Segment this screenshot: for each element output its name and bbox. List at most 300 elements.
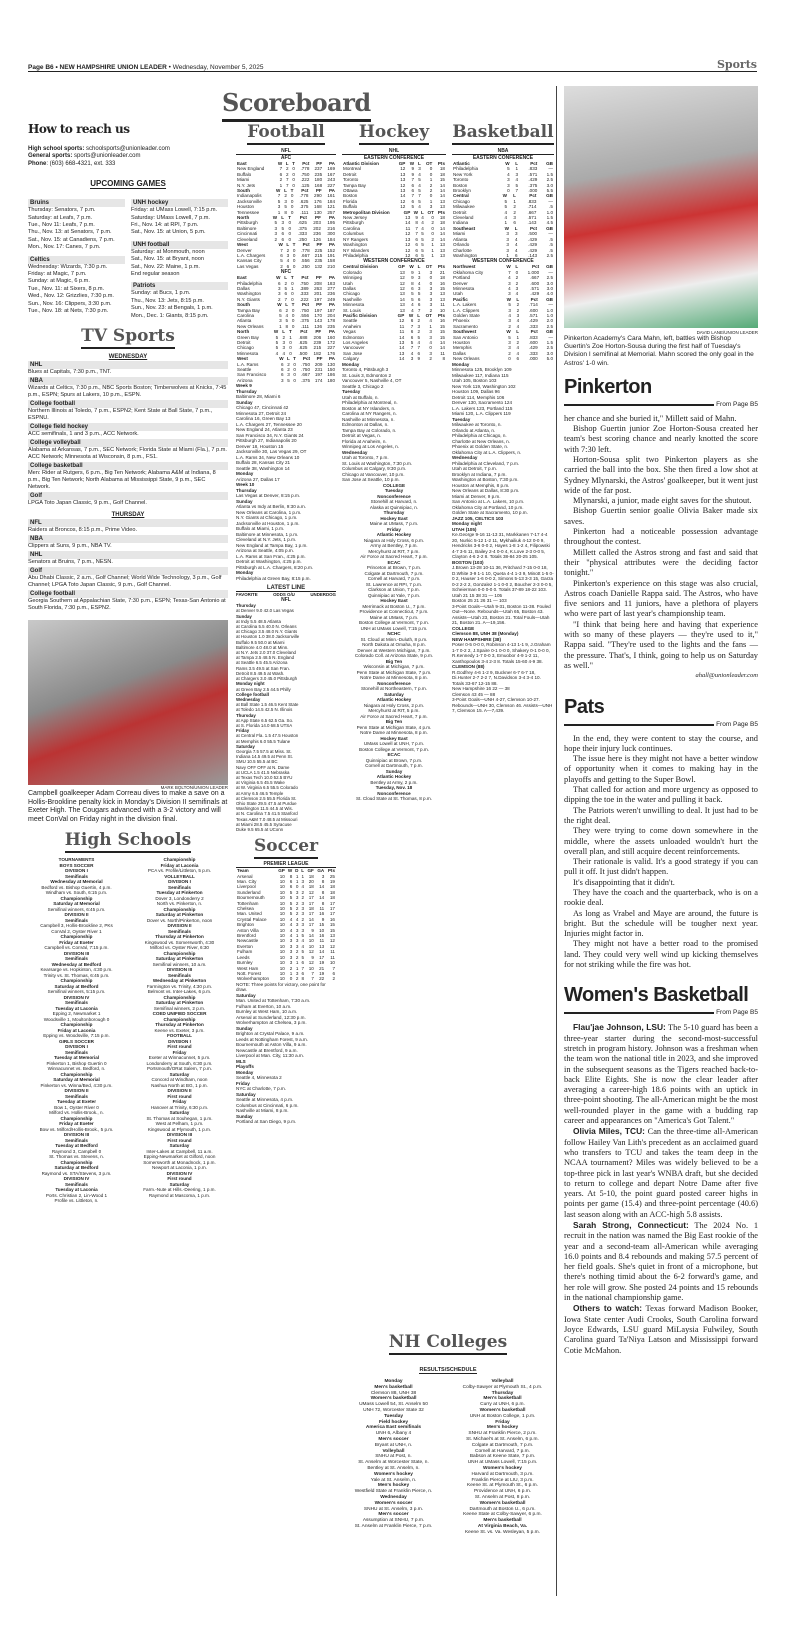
stat-cell: —	[548, 269, 553, 275]
stat-cell: 3	[429, 285, 433, 291]
stat-cell: 12	[399, 275, 405, 281]
stat-cell: .556	[300, 258, 310, 264]
stat-cell: 14	[399, 356, 405, 362]
stat-cell: 5	[289, 911, 293, 917]
line-line: Navy OFF OFF at N. Dame	[236, 764, 290, 770]
nhc-line: Clemson 88, UNH 38	[370, 1390, 417, 1396]
stat-cell: .429	[528, 318, 538, 324]
hs-heading: Friday at Laconia	[160, 862, 199, 868]
stat-cell: 290	[314, 193, 322, 199]
stat-cell: 14	[439, 188, 445, 194]
stat-cell: 1	[301, 873, 305, 879]
nhl-result-line: Detroit at Vegas, n.	[342, 433, 382, 439]
stat-cell: 132	[314, 263, 323, 269]
college-hockey-line: Air Force at Sacred Heart, 7 p.m.	[360, 554, 428, 560]
nfl-schedule-line: Cleveland at N.Y. Jets, 1 p.m.	[236, 537, 297, 543]
story-paragraph: The issue here is they might not have a better window of opportunity when it comes to making hay in the playoffs and getting to the Super Bowl.	[564, 754, 758, 784]
hs-line: Raymond vs. STA/Stevens, 3 p.m.	[41, 1170, 112, 1176]
nhl-result-line: Edmonton at Dallas, n.	[342, 422, 389, 428]
hs-line: Farm.-Nute at Hills.-Deering, 1 p.m.	[143, 1187, 216, 1193]
nfl-schedule-heading: Thursday	[236, 388, 257, 394]
stat-cell: 0	[431, 231, 434, 237]
story-paragraph: Horton-Sousa split two Pinkerton players as she carried the ball into the box. She then fired a low shot at Sydney Mlynarski, the Astros' goalkeeper, but it went just wide of the far post.	[564, 455, 758, 495]
hs-label: High school sports:	[28, 146, 85, 152]
stat-cell: 6	[280, 252, 283, 258]
standings-table	[342, 264, 446, 313]
nfl-schedule-line: Las Vegas at Denver, 8:15 p.m.	[236, 493, 301, 499]
column-header: GP	[278, 868, 285, 874]
column-header: PF	[315, 329, 322, 335]
stat-cell: 206	[313, 334, 322, 340]
nhl-results	[342, 362, 446, 483]
hs-heading: DIVISION II	[167, 1088, 192, 1094]
team-name: Montreal	[343, 166, 361, 172]
stat-cell: 10	[279, 884, 285, 890]
stat-cell: 17	[329, 900, 335, 906]
story-paragraph: They might not have a better road to the promised land. They could very well wind up kicking themselves for not striking while the fire was hot.	[564, 939, 758, 970]
stat-cell: 10	[279, 906, 285, 912]
stat-cell: 143	[314, 318, 323, 324]
stat-cell: 3	[301, 911, 305, 917]
hs-heading: Championship	[163, 950, 196, 956]
photo-credit: DAVID LANE/UNION LEADER	[696, 330, 758, 335]
stat-cell: 4	[285, 312, 289, 318]
nfl-schedule-heading: Thursday	[236, 487, 257, 493]
story-body	[564, 734, 758, 971]
hs-heading: Friday at Exeter	[59, 939, 94, 945]
column-header: D	[295, 868, 299, 874]
contact-title: How to reach us	[28, 122, 130, 136]
byline-email[interactable]: ahall@unionleader.com	[695, 672, 758, 680]
team-name: Minnesota	[453, 285, 475, 291]
stat-cell: .000	[528, 356, 538, 362]
hs-heading: Tuesday at Exeter	[57, 1099, 96, 1105]
column-header: T	[290, 188, 294, 194]
stat-cell: 197	[314, 307, 323, 313]
nba-result-line: New York 119, Washington 102	[452, 383, 516, 389]
box-score-heading: NEW HAMPSHIRE (38)	[452, 636, 502, 642]
column-header: Pct	[302, 242, 310, 248]
line-line: Georgia 7.5 57.5 at Miss. St.	[236, 748, 292, 754]
nhc-line: SNHU at St. Anselm, 3 p.m.	[363, 1506, 424, 1512]
hs-line: Dover 3, Londonderry 2	[155, 895, 204, 901]
nhc-heading: Men's soccer	[378, 1436, 409, 1442]
stat-cell: —	[548, 302, 553, 308]
box-score-line: Ke.George 9-16 11-13 31, Markkanen 7-17 4-4 20, Nurkic 5-12 1-2 11, Mykhailiuk 4-12 0-0 9, Hendricks 3-6 0-0 2, Hayes 1-8 1-2 4, Filipowski 4-7 3-5 11, Bailey 2-4 0-0 4, K.Love 2-3 0-0 5, Clayton 4-6 2-2 8. Totals 38-84 20-25 105.	[452, 532, 550, 560]
stat-cell: 5	[508, 334, 511, 340]
hs-heading: DIVISION III	[63, 1132, 90, 1138]
stat-cell: 10	[308, 943, 314, 949]
stat-cell: 5	[411, 296, 414, 302]
stat-cell: 18	[329, 884, 335, 890]
column-header: OT	[425, 264, 433, 270]
story-paragraph: Pinkerton's experience on this stage was also crucial, Astros coach Danielle Rappa said. The Astros, who have five seniors and 11 juniors, have a plethora of players who were part of last year's championship team.	[564, 578, 758, 619]
stat-cell: 6	[410, 329, 414, 335]
team-name: Chicago	[453, 198, 470, 204]
college-hockey-line: Denver at Western Michigan, 7 p.m.	[357, 647, 431, 653]
stat-cell: .778	[300, 247, 310, 253]
hs-line: Pinkerton 1, Bishop Guertin 0	[46, 1060, 107, 1066]
column-header: T	[290, 275, 294, 281]
upcoming-games	[28, 195, 228, 320]
stat-cell: 2	[431, 220, 434, 226]
stat-cell: 3	[506, 247, 509, 253]
stat-cell: 195	[327, 220, 335, 226]
stat-cell: 2	[295, 976, 299, 982]
stat-cell: 6	[411, 182, 415, 188]
stat-cell: 121	[327, 204, 335, 210]
stat-cell: 4	[289, 916, 293, 922]
college-hockey-heading: Sunday	[385, 768, 403, 774]
team-name: Washington	[343, 242, 368, 248]
nba-result-line: New Orleans at Dallas, 8:30 p.m.	[452, 488, 520, 494]
column-header: Pct	[302, 161, 310, 166]
nba-result-line: Milwaukee 117, Indiana 115	[452, 372, 509, 378]
nba-result-line: Washington at Boston, 7:30 p.m.	[452, 477, 519, 483]
stat-cell: .222	[300, 177, 310, 183]
stat-cell: 3	[277, 204, 281, 210]
stat-cell: 150	[327, 367, 335, 373]
hs-line: Dover vs. North/Pinkerton, noon	[146, 917, 213, 923]
college-hockey-heading: Tuesday, Nov. 18	[375, 785, 413, 791]
stat-cell: 243	[327, 177, 335, 183]
stat-cell: 4	[301, 884, 305, 890]
tv-sport-heading: NBA	[28, 535, 228, 543]
line-line: at Army 6.5 46.5 Temple	[236, 790, 284, 796]
story-paragraph: Pinkerton had a noticeable possession advantage throughout the contest.	[564, 527, 758, 547]
phone-label: Phone	[28, 160, 47, 167]
stat-cell: 10	[279, 960, 285, 966]
team-name: Green Bay	[237, 334, 259, 340]
stat-cell: 4	[417, 340, 421, 345]
hs-heading: Championship	[60, 1115, 93, 1121]
stat-cell: 13	[439, 204, 445, 210]
division-heading: East	[237, 161, 247, 166]
stat-cell: .688	[298, 334, 308, 340]
stat-cell: 0	[429, 171, 433, 177]
story-body	[564, 414, 758, 682]
hs-heading: DIVISION IV	[63, 994, 90, 1000]
stat-cell: .571	[528, 171, 538, 177]
stat-cell: 13	[399, 302, 405, 308]
column-header: W	[502, 193, 508, 199]
stat-cell: 5	[281, 225, 285, 231]
stat-cell: 3	[301, 900, 305, 906]
hs-heading: Saturday at Bedford	[54, 983, 99, 989]
stat-cell: 187	[327, 307, 335, 313]
stat-cell: 0	[429, 280, 433, 286]
nba-standings	[452, 155, 554, 362]
stat-cell: 6	[514, 252, 518, 258]
stat-cell: 14	[399, 334, 405, 340]
nfl-label: NFL	[236, 148, 336, 155]
stat-cell: 4	[514, 236, 518, 242]
latest-line-title: LATEST LINE	[236, 585, 336, 592]
box-score-line: Clemson 43 45 — 88	[452, 691, 496, 697]
nhl-result-line: Columbus at Calgary, 9:30 p.m.	[342, 466, 407, 472]
division-heading: Metropolitan Division	[343, 209, 390, 215]
jump-line	[564, 721, 758, 728]
stat-cell: 13	[439, 252, 445, 258]
box-score-heading: CLEMSON (88)	[452, 664, 485, 670]
hs-heading: Friday	[172, 1099, 187, 1105]
stat-cell: —	[548, 198, 553, 204]
stat-cell: 235	[327, 323, 335, 329]
stat-cell: 3	[513, 215, 516, 221]
team-row	[236, 291, 336, 296]
team-name: Sacramento	[453, 323, 478, 329]
hs-heading: Wednesday at Memorial	[50, 879, 103, 885]
team-row	[236, 258, 336, 263]
team-heading-unh-football: UNH football	[131, 241, 228, 249]
stat-cell: 5	[289, 895, 293, 901]
hs-heading: DIVISION III	[166, 967, 193, 973]
tv-sport-heading: College volleyball	[28, 439, 228, 447]
line-line: at Memphis 6.0 55.5 Tulane	[236, 738, 291, 744]
jump-line	[564, 1009, 758, 1016]
upcoming-game: Tue., Nov. 11: at Sixers, 8 p.m.	[28, 285, 105, 292]
team-name: Philadelphia	[453, 166, 479, 172]
stat-cell: 3	[277, 285, 281, 291]
stat-cell: 5	[277, 198, 281, 204]
column-header: Pts	[327, 868, 335, 874]
stat-cell: 3	[515, 285, 519, 291]
stat-cell: 12	[308, 889, 314, 895]
tv-listing: ACC semifinals, 1 and 3 p.m., ACC Network.	[28, 431, 139, 438]
stat-cell: 0	[289, 976, 293, 982]
stat-cell: 16	[439, 318, 445, 324]
mls-line: Seattle 4, Minnesota 2	[236, 1075, 282, 1081]
hs-line: Kingswood vs. Somersworth, 4:30	[144, 939, 215, 945]
football-title: Football	[247, 122, 325, 145]
stat-cell: 7	[332, 965, 335, 971]
stat-cell: 8	[289, 873, 293, 879]
stat-cell: 2	[274, 236, 278, 242]
stat-cell: 10	[279, 900, 285, 906]
stat-cell: .714	[528, 302, 538, 308]
stat-cell: 3	[418, 166, 421, 172]
team-name: Orlando	[453, 242, 470, 248]
hs-line: Profile vs. Littleton, n.	[54, 1198, 99, 1204]
hs-line: Newport at Laconia, 1 p.m.	[152, 1165, 207, 1171]
hs-heading: BOYS SOCCER	[59, 862, 94, 868]
upcoming-game: Mon., Dec. 1: Giants, 8:15 p.m.	[131, 312, 209, 319]
stat-cell: 1	[295, 960, 299, 966]
goalie-photo	[28, 620, 228, 785]
stat-cell: 5	[421, 236, 424, 242]
stat-cell: 227	[327, 182, 335, 188]
stat-cell: 1.5	[546, 340, 553, 345]
stat-cell: 5	[410, 340, 414, 345]
hs-heading: Championship	[60, 978, 93, 984]
hs-heading: Semifinals	[65, 873, 88, 879]
stat-cell: 4	[516, 345, 519, 351]
player-name: Flau'jae Johnson, LSU:	[573, 1022, 666, 1033]
nhc-line: Bentley at St. Anselm, n.	[367, 1465, 420, 1471]
nfl-schedule-line: Denver 18, Houston 15	[236, 443, 284, 449]
college-hockey-heading: Hockey East	[380, 515, 408, 521]
stat-cell: 5	[508, 302, 511, 308]
stat-cell: .600	[528, 340, 538, 345]
stat-cell: 4	[418, 182, 421, 188]
stat-cell: 1	[431, 247, 434, 253]
story-paragraph: As long as Vrabel and Maye are around, the future is bright. But the schedule will be tougher next year. Injuries might factor in.	[564, 908, 758, 939]
stat-cell: 18	[439, 215, 445, 221]
stat-cell: 237	[314, 166, 323, 172]
stat-cell: 4	[421, 220, 424, 226]
team-name: Arsenal	[237, 873, 253, 879]
stat-cell: .600	[528, 307, 538, 313]
stat-cell: .375	[297, 225, 307, 231]
stat-cell: .625	[297, 220, 307, 226]
stat-cell: 14	[319, 884, 325, 890]
stat-cell: 12	[399, 285, 405, 291]
stat-cell: 0	[292, 171, 295, 177]
column-header: PA	[328, 215, 335, 221]
stat-cell: 3	[282, 345, 285, 351]
division-heading: North	[237, 215, 250, 221]
hs-email-link[interactable]: schoolsports@unionleader.com	[86, 146, 170, 152]
line-line: Detroit 8.5 49.5 at Wash.	[236, 670, 285, 676]
nfl-schedule	[236, 383, 336, 581]
stat-cell: 3	[281, 377, 284, 383]
stat-cell: 257	[327, 209, 335, 215]
stat-cell: 1	[431, 252, 434, 258]
from-page: From Page B5	[716, 400, 758, 408]
division-heading: East	[237, 275, 247, 281]
stat-cell: 1	[431, 242, 434, 248]
stat-cell: 4	[418, 171, 421, 177]
epl-note-heading: Sunday	[236, 1025, 253, 1031]
stat-cell: 13	[400, 177, 406, 183]
stat-cell: 2	[284, 193, 287, 199]
stat-cell: 7	[515, 188, 519, 194]
stat-cell: 4	[508, 275, 511, 281]
stat-cell: 6	[332, 970, 335, 976]
stat-cell: 5	[279, 312, 282, 318]
stat-cell: 3	[295, 895, 299, 901]
stat-cell: 6	[415, 247, 418, 253]
hs-heading: Friday at Exeter	[59, 1121, 94, 1127]
column-header: T	[289, 329, 292, 335]
stat-cell: 5	[418, 177, 421, 183]
team-name: Minnesota	[237, 350, 259, 356]
nhl-result-line: Utah at Toronto, 7 p.m.	[342, 455, 389, 461]
nhc-heading: Men's basketball	[374, 1384, 413, 1390]
upcoming-game: Thu., Nov. 13: at Senators, 7 p.m.	[28, 229, 112, 236]
team-name: New England	[237, 166, 265, 172]
team-name: Dallas	[343, 285, 356, 291]
rule	[564, 1012, 714, 1014]
column-header: Pct	[529, 225, 538, 231]
team-name: New Orleans	[453, 356, 480, 362]
standings-table	[452, 297, 554, 329]
tv-sport-heading: NFL	[28, 519, 228, 527]
hs-line: Pinkerton vs. Winna/Bed, 4:30 p.m.	[40, 1082, 113, 1088]
column-header: L	[515, 264, 519, 270]
nhc-heading: Volleyball	[382, 1448, 405, 1454]
tv-listings	[28, 354, 228, 612]
stat-cell: 2	[280, 263, 283, 269]
nhl-result-line: Philadelphia at Montreal, n.	[342, 400, 398, 406]
nhc-line: SNHU at Post, n.	[375, 1454, 412, 1460]
stat-cell: 13	[439, 198, 445, 204]
team-name: Philadelphia	[237, 280, 263, 286]
stat-cell: 6	[411, 285, 414, 291]
team-name: Utah	[343, 280, 353, 286]
nba-result-line: Utah at Detroit, 7 p.m.	[452, 466, 497, 472]
nfl-schedule-line: Pittsburgh at L.A. Chargers, 8:20 p.m.	[236, 564, 314, 570]
upcoming-game: Mon., Nov. 17: Canes, 7 p.m.	[28, 244, 101, 251]
college-hockey-heading: NCHC	[387, 631, 401, 637]
premier-league-table	[236, 868, 336, 982]
nba-result-line: Phoenix at Golden State, n.	[452, 444, 509, 450]
stat-cell: .429	[528, 345, 538, 351]
tv-listing: Abu Dhabi Classic, 2 a.m., Golf Channel; World Wide Technology, 3 p.m., Golf Channel; LPGA Toto Japan Classic, 9 p.m., Golf Channel.	[28, 575, 222, 589]
stat-cell: 2	[284, 280, 288, 286]
stat-cell: 0	[293, 377, 296, 383]
nhl-result-line: Seattle 3, Chicago 2	[342, 383, 384, 389]
nfl-schedule-heading: Monday	[236, 570, 254, 576]
line-line: at Houston 1.0 38.0 Jacksonville	[236, 634, 300, 640]
stat-cell: 0	[292, 258, 296, 264]
stat-cell: 11	[319, 906, 325, 912]
team-name: Columbus	[343, 231, 364, 237]
gen-email-link[interactable]: sports@unionleader.com	[74, 153, 141, 160]
stat-cell: 12	[400, 182, 406, 188]
nhc-heading: America East semifinals	[365, 1425, 422, 1431]
stat-cell: .833	[527, 198, 537, 204]
team-row	[236, 204, 336, 209]
hs-heading: Championship	[60, 934, 93, 940]
college-hockey-heading: ECAC	[387, 559, 401, 565]
college-hockey	[342, 483, 446, 802]
nba-result-line: Detroit 114, Memphis 106	[452, 394, 505, 400]
team-name: Vegas	[343, 329, 356, 335]
stat-cell: 4.5	[546, 220, 553, 226]
epl-note-line: Man. United at Tottenham, 7:30 a.m.	[236, 998, 311, 1004]
stat-cell: 231	[314, 367, 323, 373]
stat-cell: .571	[527, 215, 537, 221]
stat-cell: 3	[417, 275, 421, 281]
stat-cell: .625	[298, 345, 308, 351]
stat-cell: 4	[516, 350, 519, 356]
stat-cell: 2	[429, 188, 433, 194]
stat-cell: 201	[314, 291, 322, 297]
stat-cell: 6	[410, 318, 414, 324]
college-hockey-line: Bentley at Army, 2 p.m.	[370, 779, 418, 785]
hs-line: Ports. Christian 2, Lin-Wood 1	[45, 1192, 108, 1198]
division-heading: West	[237, 242, 248, 248]
upcoming-game: Saturday: UMass Lowell, 7 p.m.	[131, 214, 210, 221]
column-header: GA	[317, 868, 325, 874]
stat-cell: 5	[515, 182, 519, 188]
stat-cell: 204	[327, 312, 335, 318]
nhl-result-heading: Wednesday	[342, 449, 368, 455]
nhc-line: Keene St. at Plymouth St., 6 p.m.	[467, 1483, 538, 1489]
stat-cell: 3	[301, 922, 305, 928]
stat-cell: .500	[298, 350, 308, 356]
college-hockey-line: Providence at Connecticut, 7 p.m.	[359, 609, 429, 615]
column-header: PF	[316, 302, 323, 308]
epl-note-line: NOTE: Three points for victory, one point for draw.	[236, 981, 326, 993]
stat-cell: 5	[418, 188, 421, 194]
column-header: W	[287, 868, 293, 874]
team-name: NY Islanders	[343, 247, 370, 253]
stat-cell: 4	[289, 927, 293, 933]
stat-cell: 3	[429, 296, 433, 302]
stat-cell: 1	[429, 323, 432, 329]
